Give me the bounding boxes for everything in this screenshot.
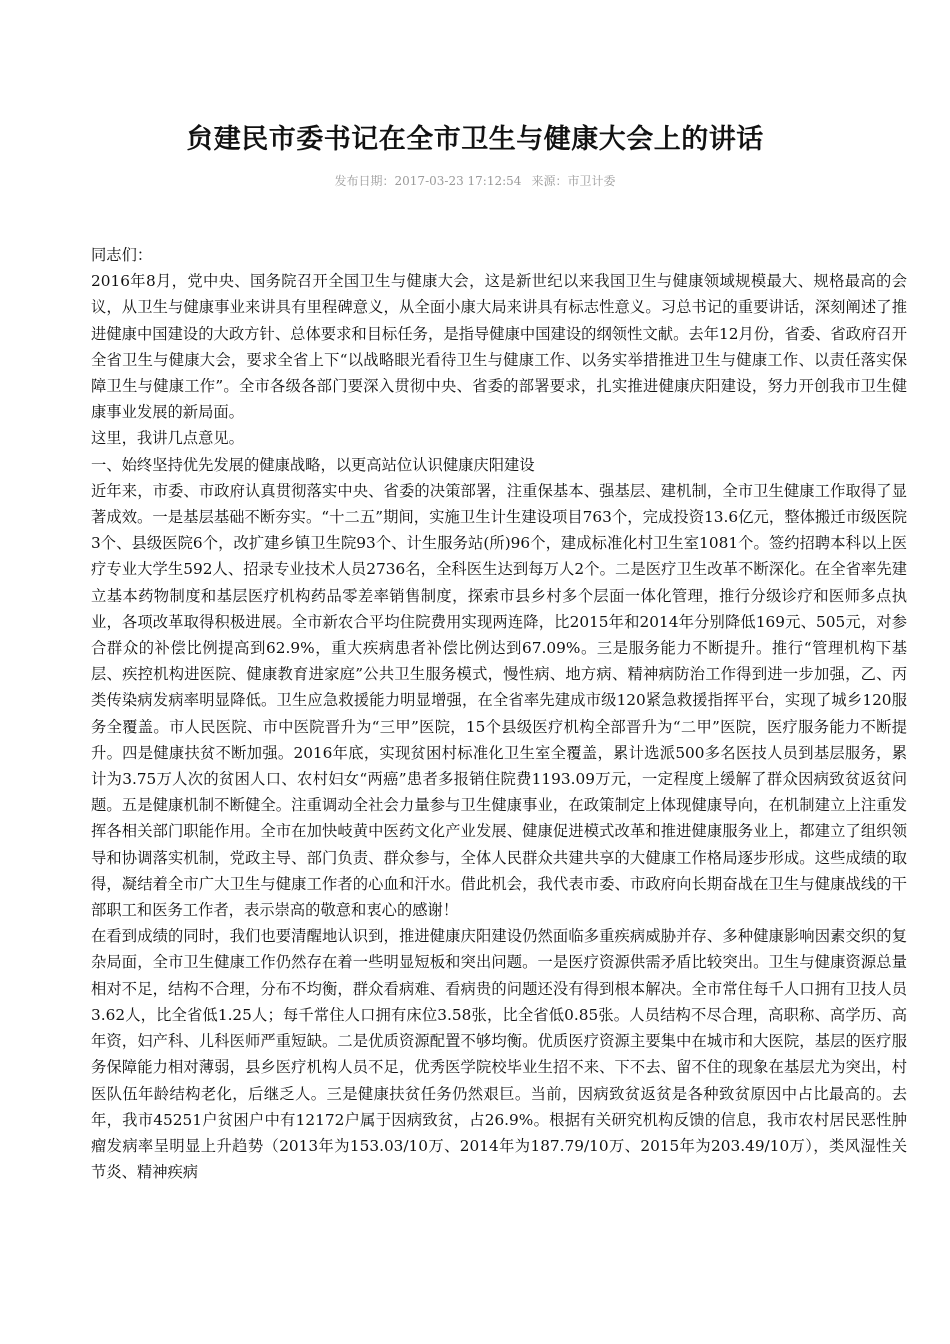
body-paragraph: 2016年8月，党中央、国务院召开全国卫生与健康大会，这是新世纪以来我国卫生与健康领域规模最大、规格最高的会议，从卫生与健康事业来讲具有里程碑意义，从全面小康大局来讲具有标志性意义。习总书记的重要讲话，深刻阐述了推进健康中国建设的大政方针、总体要求和目标任务，是指导健康中国建设的纲领性文献。去年12月份，省委、省政府召开全省卫生与健康大会，要求全省上下“以战略眼光看待卫生与健康工作、以务实举措推进卫生与健康工作、以责任落实保障卫生与健康工作”。全市各级各部门要深入贯彻中央、省委的部署要求，扎实推进健康庆阳建设，努力开创我市卫生健康事业发展的新局面。 <box>91 272 907 422</box>
section-heading: 一、始终坚持优先发展的健康战略，以更高站位认识健康庆阳建设 <box>91 455 535 474</box>
body-paragraph: 近年来，市委、市政府认真贯彻落实中央、省委的决策部署，注重保基本、强基层、建机制，全市卫生健康工作取得了显著成效。一是基层基础不断夯实。“十二五”期间，实施卫生计生建设项目763个，完成投资13.6亿元，整体搬迁市级医院3个、县级医院6个，改扩建乡镇卫生院93个、计生服务站(所)96个，建成标准化村卫生室1081个。签约招聘本科以上医疗专业大学生592人、招录专业技术人员2736名，全科医生达到每万人2个。二是医疗卫生改革不断深化。在全省率先建立基本药物制度和基层医疗机构药品零差率销售制度，探索市县乡村多个层面一体化管理，推行分级诊疗和医师多点执业，各项改革取得积极进展。全市新农合平均住院费用实现两连降，比2015年和2014年分别降低169元、505元，对参合群众的补偿比例提高到62.9%，重大疾病患者补偿比例达到67.09%。三是服务能力不断提升。推行“管理机构下基层、疾控机构进医院、健康教育进家庭”公共卫生服务模式，慢性病、地方病、精神病防治工作得到进一步加强，乙、丙类传染病发病率明显降低。卫生应急救援能力明显增强，在全省率先建成市级120紧急救援指挥平台，实现了城乡120服务全覆盖。市人民医院、市中医院晋升为“三甲”医院，15个县级医疗机构全部晋升为“二甲”医院，医疗服务能力不断提升。四是健康扶贫不断加强。2016年底，实现贫困村标准化卫生室全覆盖，累计选派500多名医技人员到基层服务，累计为3.75万人次的贫困人口、农村妇女“两癌”患者多报销住院费1193.09万元，一定程度上缓解了群众因病致贫返贫问题。五是健康机制不断健全。注重调动全社会力量参与卫生健康事业，在政策制定上体现健康导向，在机制建立上注重发挥各相关部门职能作用。全市在加快岐黄中医药文化产业发展、健康促进模式改革和推进健康服务业上，都建立了组织领导和协调落实机制，党政主导、部门负责、群众参与，全体人民群众共建共享的大健康工作格局逐步形成。这些成绩的取得，凝结着全市广大卫生与健康工作者的心血和汗水。借此机会，我代表市委、市政府向长期奋战在卫生与健康战线的干部职工和医务工作者，表示崇高的敬意和衷心的感谢！ <box>91 481 907 920</box>
publish-date: 2017-03-23 17:12:54 <box>394 174 522 188</box>
article-meta <box>0 172 950 190</box>
article-body <box>91 242 907 1185</box>
source-label: 来源： <box>531 174 568 188</box>
publish-date-label: 发布日期： <box>334 174 395 188</box>
article-title: 贠建民市委书记在全市卫生与健康大会上的讲话 <box>186 124 764 156</box>
body-paragraph: 这里，我讲几点意见。 <box>91 429 244 448</box>
salutation: 同志们： <box>91 246 153 264</box>
body-paragraph: 在看到成绩的同时，我们也要清醒地认识到，推进健康庆阳建设仍然面临多重疾病威胁并存、多种健康影响因素交织的复杂局面，全市卫生健康工作仍然存在着一些明显短板和突出问题。一是医疗资源供需矛盾比较突出。卫生与健康资源总量相对不足，结构不合理，分布不均衡，群众看病难、看病贵的问题还没有得到根本解决。全市常住每千人口拥有卫技人员3.62人，比全省低1.25人；每千常住人口拥有床位3.58张，比全省低0.85张。人员结构不尽合理，高职称、高学历、高年资，妇产科、儿科医师严重短缺。二是优质资源配置不够均衡。优质医疗资源主要集中在城市和大医院，基层的医疗服务保障能力相对薄弱，县乡医疗机构人员不足，优秀医学院校毕业生招不来、下不去、留不住的现象在基层尤为突出，村医队伍年龄结构老化，后继乏人。三是健康扶贫任务仍然艰巨。当前，因病致贫返贫是各种致贫原因中占比最高的。去年，我市45251户贫困户中有12172户属于因病致贫，占26.9%。根据有关研究机构反馈的信息，我市农村居民恶性肿瘤发病率呈明显上升趋势（2013年为153.03/10万、2014年为187.79/10万、2015年为203.49/10万），类风湿性关节炎、精神疾病 <box>91 927 907 1182</box>
source-name: 市卫计委 <box>567 174 616 188</box>
